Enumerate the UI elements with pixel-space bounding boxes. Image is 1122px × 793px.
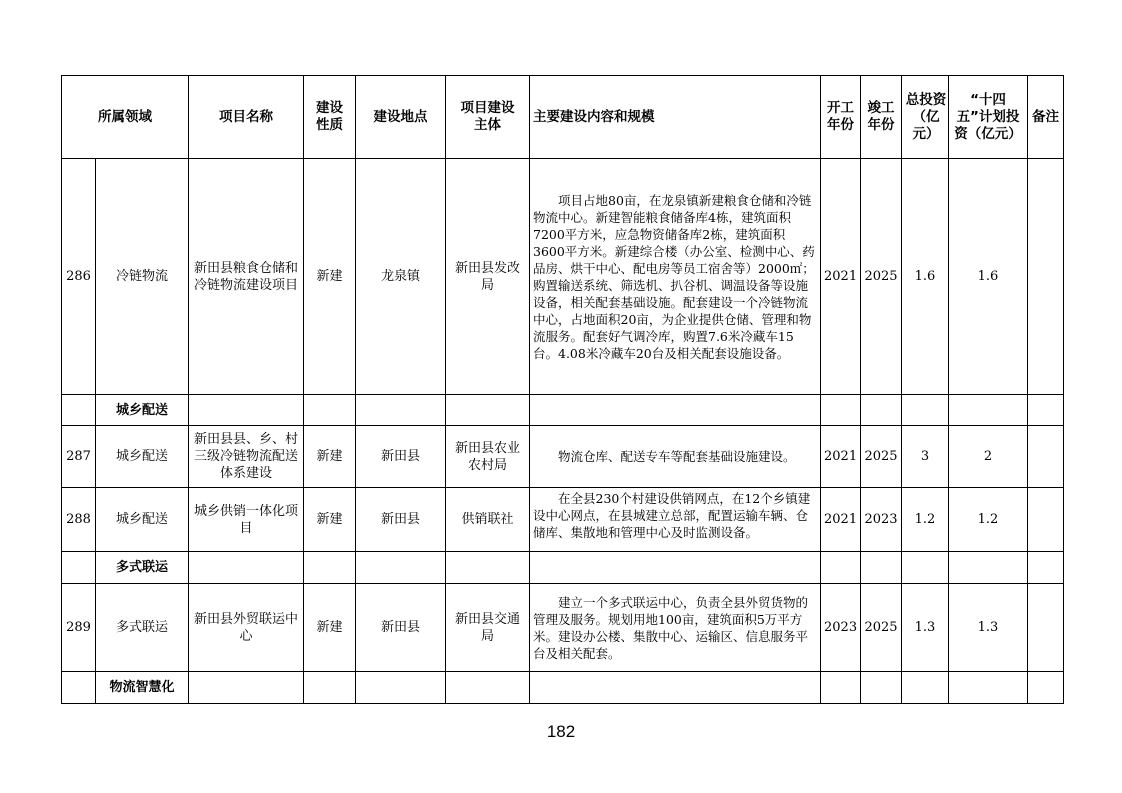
row-content <box>530 488 821 552</box>
header-location: 建设地点 <box>356 76 446 159</box>
row-name: 新田县外贸联运中心 <box>189 584 304 672</box>
header-note: 备注 <box>1028 76 1064 159</box>
header-owner: 项目建设主体 <box>446 76 530 159</box>
section-row <box>62 395 1064 426</box>
row-owner: 新田县发改局 <box>446 159 530 395</box>
row-location: 新田县 <box>356 488 446 552</box>
row-owner: 新田县农业农村局 <box>446 426 530 488</box>
header-total: 总投资（亿元） <box>902 76 949 159</box>
row-content: 项目占地80亩，在龙泉镇新建粮食仓储和冷链物流中心。新建智能粮食储备库4栋，建筑面积7200平方米，应急物资储备库2栋，建筑面积3600平方米。新建综合楼（办公室、检测中心、药品房、烘干中心、配电房等员工宿舍等）2000㎡；购置输送系统、筛选机、扒谷机、调温设备等设施设备，相关配套基础设施。配套建设一个冷链物流中心，占地面积20亩，为企业提供仓储、管理和物流服务。配套好气调冷库，购置7.6米冷藏车15台。4.08米冷藏车20台及相关配套设施设备。 <box>530 159 821 395</box>
row-name: 新田县县、乡、村三级冷链物流配送体系建设 <box>189 426 304 488</box>
row-field: 城乡配送 <box>96 426 189 488</box>
header-nature: 建设性质 <box>304 76 356 159</box>
table-header-row <box>62 76 1064 159</box>
row-content-text: 在全县230个村建设供销网点，在12个乡镇建设中心网点，在县城建立总部，配置运输车辆、仓储库、集散地和管理中心及时监测设备。 <box>533 490 811 540</box>
row-end: 2025 <box>861 426 902 488</box>
row-end: 2025 <box>861 159 902 395</box>
row-plan: 1.2 <box>949 488 1028 552</box>
row-start: 2021 <box>821 488 861 552</box>
table-row <box>62 584 1064 672</box>
header-plan: “十四五”计划投资（亿元） <box>949 76 1028 159</box>
row-content: 建立一个多式联运中心，负责全县外贸货物的管理及服务。规划用地100亩，建筑面积5万平方米。建设办公楼、集散中心、运输区、信息服务平台及相关配套。 <box>530 584 821 672</box>
row-plan: 1.3 <box>949 584 1028 672</box>
row-name: 城乡供销一体化项目 <box>189 488 304 552</box>
row-plan: 2 <box>949 426 1028 488</box>
row-owner: 供销联社 <box>446 488 530 552</box>
row-location: 新田县 <box>356 584 446 672</box>
project-table <box>61 75 1064 704</box>
row-location: 龙泉镇 <box>356 159 446 395</box>
row-note <box>1028 426 1064 488</box>
table-row <box>62 426 1064 488</box>
section-title: 多式联运 <box>96 552 189 584</box>
row-field: 城乡配送 <box>96 488 189 552</box>
row-number: 288 <box>62 488 96 552</box>
row-nature: 新建 <box>304 488 356 552</box>
section-title: 物流智慧化 <box>96 672 189 704</box>
section-row <box>62 552 1064 584</box>
page-number: 182 <box>546 722 576 741</box>
row-note <box>1028 159 1064 395</box>
table-row <box>62 488 1064 552</box>
row-start: 2021 <box>821 426 861 488</box>
row-note <box>1028 488 1064 552</box>
row-field: 冷链物流 <box>96 159 189 395</box>
row-total: 1.6 <box>902 159 949 395</box>
row-number: 286 <box>62 159 96 395</box>
table-row <box>62 159 1064 395</box>
section-row <box>62 672 1064 704</box>
row-end: 2023 <box>861 488 902 552</box>
row-start: 2021 <box>821 159 861 395</box>
row-number: 289 <box>62 584 96 672</box>
row-name: 新田县粮食仓储和冷链物流建设项目 <box>189 159 304 395</box>
row-field: 多式联运 <box>96 584 189 672</box>
header-content: 主要建设内容和规模 <box>530 76 821 159</box>
row-content: 物流仓库、配送专车等配套基础设施建设。 <box>530 426 821 488</box>
row-total: 1.2 <box>902 488 949 552</box>
row-end: 2025 <box>861 584 902 672</box>
row-location: 新田县 <box>356 426 446 488</box>
row-number: 287 <box>62 426 96 488</box>
row-note <box>1028 584 1064 672</box>
row-nature: 新建 <box>304 426 356 488</box>
row-start: 2023 <box>821 584 861 672</box>
section-title: 城乡配送 <box>96 395 189 426</box>
header-field: 所属领域 <box>62 76 189 159</box>
header-start: 开工年份 <box>821 76 861 159</box>
row-nature: 新建 <box>304 159 356 395</box>
row-nature: 新建 <box>304 584 356 672</box>
row-owner: 新田县交通局 <box>446 584 530 672</box>
row-total: 3 <box>902 426 949 488</box>
row-plan: 1.6 <box>949 159 1028 395</box>
row-total: 1.3 <box>902 584 949 672</box>
header-name: 项目名称 <box>189 76 304 159</box>
header-end: 竣工年份 <box>861 76 902 159</box>
